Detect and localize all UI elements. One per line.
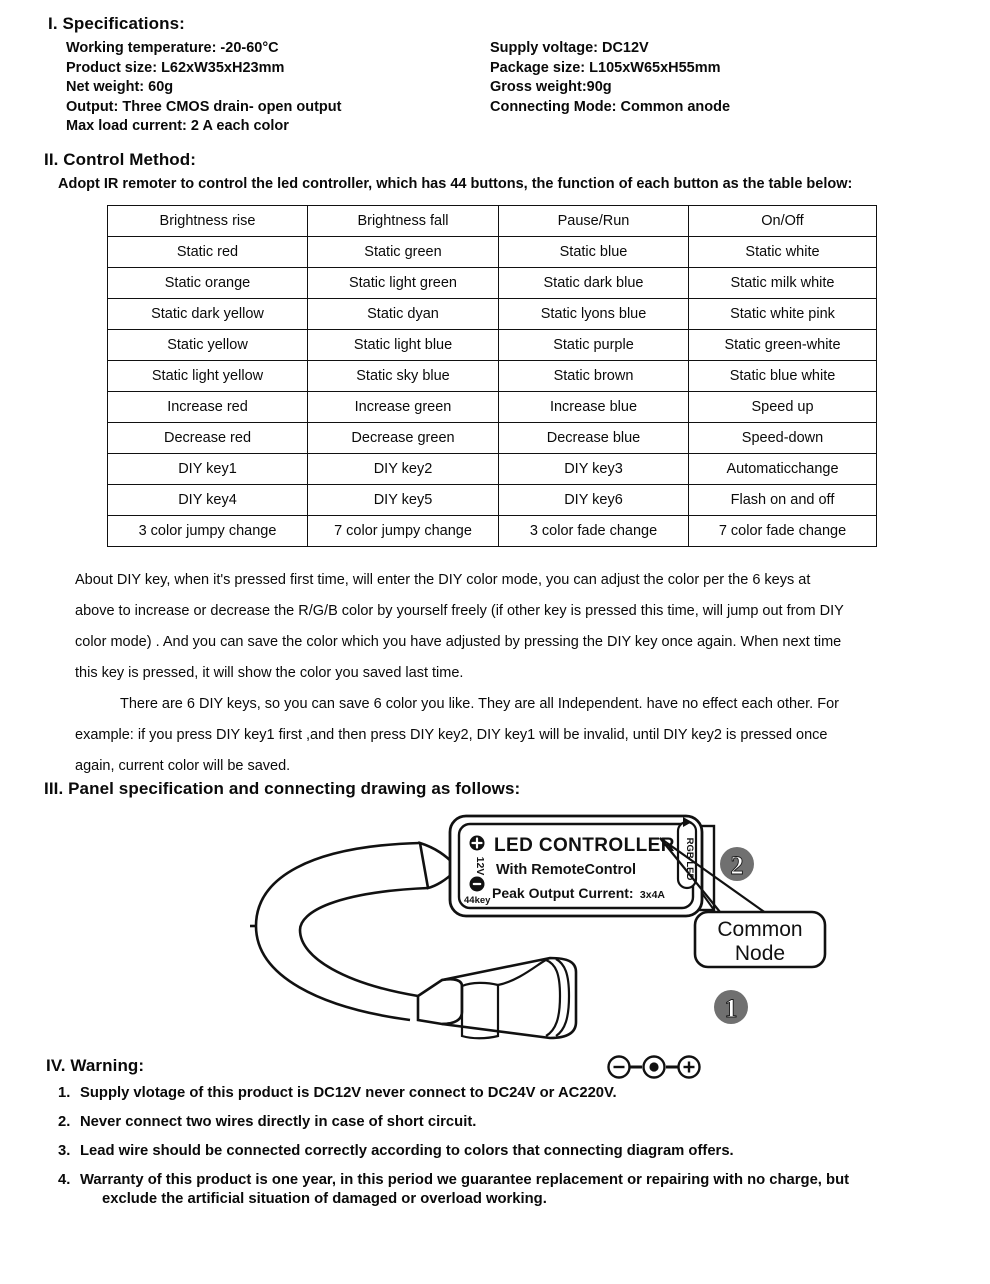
table-row [108,361,877,392]
table-row [108,392,877,423]
spec-working-temperature: Working temperature: -20-60°C [66,40,279,56]
table-cell: Static dark blue [499,268,689,299]
warning-item-text: Warranty of this product is one year, in this period we guarantee replacement or repairing with no charge, but [80,1172,850,1188]
warning-item-number: 2. [58,1114,71,1130]
table-cell: Decrease green [308,423,499,454]
table-cell: 7 color jumpy change [308,516,499,547]
table-cell: Static light green [308,268,499,299]
control-method-heading: II. Control Method: [44,150,197,169]
badge-1 [712,988,750,1026]
table-row [108,485,877,516]
warning-item-continuation: exclude the artificial situation of damaged or overload working. [102,1191,547,1207]
table-cell: Brightness fall [308,206,499,237]
badge-2-label: 2 [730,851,744,880]
diy-paragraph-line: above to increase or decrease the R/G/B color by yourself freely (if other key is pressed this time, will jump out from DIY [75,603,844,619]
warning-section [46,1056,956,1219]
panel-specification-heading: III. Panel specification and connecting drawing as follows: [44,779,521,798]
badge-2 [718,845,756,883]
warning-item-text: Supply vlotage of this product is DC12V never connect to DC24V or AC220V. [80,1085,617,1101]
table-cell: Static light blue [308,330,499,361]
remote-button-function-table [107,205,877,547]
controller-peak-current-value: 3x4A [639,889,665,901]
controller-title: LED CONTROLLER [494,835,675,856]
warning-item [46,1142,956,1161]
warning-list [46,1084,956,1209]
table-row [108,237,877,268]
table-cell: Speed-down [689,423,877,454]
barrel-connector [418,958,576,1038]
table-cell: Static light yellow [108,361,308,392]
table-cell: Increase blue [499,392,689,423]
spec-gross-weight: Gross weight:90g [490,79,612,95]
warning-item-text: Lead wire should be connected correctly according to colors that connecting diagram offers. [80,1143,734,1159]
table-row [108,330,877,361]
table-cell: Decrease red [108,423,308,454]
table-row [108,299,877,330]
svg-text:RGB LED: RGB LED [684,837,695,881]
control-method-lead: Adopt IR remoter to control the led controller, which has 44 buttons, the function of each button as the table below: [58,176,853,192]
table-cell: Increase red [108,392,308,423]
table-cell: Static purple [499,330,689,361]
spec-package-size: Package size: L105xW65xH55mm [490,59,721,76]
specifications-columns [48,39,948,139]
table-cell: DIY key4 [108,485,308,516]
table-cell: 3 color fade change [499,516,689,547]
table-cell: Static white [689,237,877,268]
table-cell: Static white pink [689,299,877,330]
table-row [108,423,877,454]
table-cell: DIY key6 [499,485,689,516]
common-node-line1: Common [717,918,803,941]
table-row [108,206,877,237]
table-cell: Static dark yellow [108,299,308,330]
table-cell: Static brown [499,361,689,392]
warning-item [46,1171,956,1209]
table-cell: DIY key1 [108,454,308,485]
controller-subtitle: With RemoteControl [496,862,637,878]
table-cell: Brightness rise [108,206,308,237]
specifications-heading: I. Specifications: [48,14,185,33]
spec-max-load-current: Max load current: 2 A each color [66,118,289,134]
diy-paragraph-line: example: if you press DIY key1 first ,and then press DIY key2, DIY key1 will be invalid, until DIY key2 is pressed once [75,727,828,743]
control-method-section [44,150,954,192]
common-node-line2: Node [734,942,786,965]
diy-paragraph-line: About DIY key, when it's pressed first time, will enter the DIY color mode, you can adjust the color per the 6 keys at [75,572,811,588]
table-cell: Static red [108,237,308,268]
table-cell: Static dyan [308,299,499,330]
table-cell: Pause/Run [499,206,689,237]
diy-paragraph-line: There are 6 DIY keys, so you can save 6 color you like. They are all Independent. have no effect each other. For [120,696,839,712]
table-row [108,454,877,485]
diy-paragraph-line: color mode) . And you can save the color which you have adjusted by pressing the DIY key once again. When next time [75,634,842,650]
warning-item-number: 4. [58,1172,71,1188]
table-cell: Static green-white [689,330,877,361]
spec-supply-voltage: Supply voltage: DC12V [490,40,649,56]
table-cell: Static yellow [108,330,308,361]
table-cell: DIY key2 [308,454,499,485]
spec-connecting-mode: Connecting Mode: Common anode [490,98,731,115]
connection-diagram [250,808,850,1078]
panel-specification-section [44,779,520,799]
controller-peak-current-label: Peak Output Current: [492,885,634,901]
table-cell: 3 color jumpy change [108,516,308,547]
table-cell: Decrease blue [499,423,689,454]
warning-item [46,1113,956,1132]
warning-item-number: 3. [58,1143,71,1159]
specifications-left-column [66,39,341,137]
table-cell: Static lyons blue [499,299,689,330]
common-node-callout [695,912,825,967]
table-cell: DIY key3 [499,454,689,485]
warning-item-text: Never connect two wires directly in case of short circuit. [80,1114,477,1130]
diy-paragraph-line: this key is pressed, it will show the color you saved last time. [75,665,464,681]
spec-net-weight: Net weight: 60g [66,79,174,95]
table-cell: DIY key5 [308,485,499,516]
table-cell: Increase green [308,392,499,423]
spec-product-size: Product size: L62xW35xH23mm [66,59,285,76]
controller-key-count-label: 44key [464,895,491,906]
specifications-section [48,14,948,139]
table-row [108,268,877,299]
badge-1-label: 1 [724,994,738,1023]
specifications-right-column [490,39,730,117]
table-cell: Static blue [499,237,689,268]
warning-heading: IV. Warning: [46,1056,145,1075]
controller-voltage-label: 12V [474,856,486,876]
table-cell: Flash on and off [689,485,877,516]
table-row [108,516,877,547]
table-cell: Static orange [108,268,308,299]
table-cell: On/Off [689,206,877,237]
table-cell: Speed up [689,392,877,423]
table-cell: 7 color fade change [689,516,877,547]
warning-item-number: 1. [58,1085,71,1101]
table-cell: Automaticchange [689,454,877,485]
spec-output: Output: Three CMOS drain- open output [66,98,342,115]
table-cell: Static sky blue [308,361,499,392]
warning-item [46,1084,956,1103]
diy-paragraph-line: again, current color will be saved. [75,758,291,774]
table-cell: Static blue white [689,361,877,392]
diy-key-explanation [75,572,955,789]
table-cell: Static green [308,237,499,268]
table-cell: Static milk white [689,268,877,299]
